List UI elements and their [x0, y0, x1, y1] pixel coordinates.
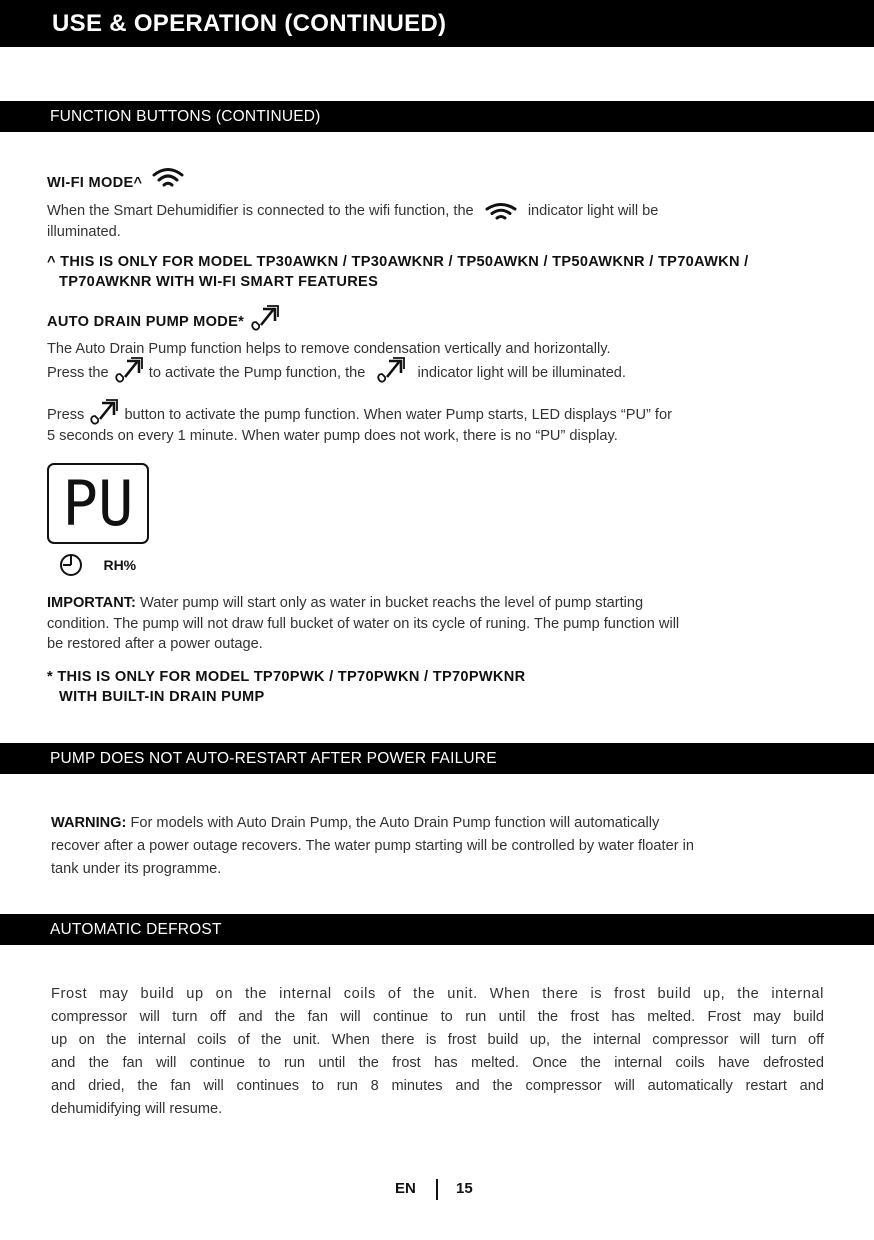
important-line-1: Water pump will start only as water in bucket reachs the level of pump starting [139, 595, 644, 611]
pump-line-3a: Press [47, 406, 85, 423]
pump-note-line-1: * THIS IS ONLY FOR MODEL TP70PWK / TP70PWKN / TP70PWKNR [47, 669, 526, 685]
pump-line-2 [47, 362, 626, 384]
wifi-note [47, 252, 749, 292]
important-label: IMPORTANT: [47, 595, 136, 611]
defrost-line: compressor will turn off and the fan will continue to run until the frost has melted. Frost may build [51, 1009, 824, 1025]
wifi-icon [151, 166, 185, 190]
warning-label: WARNING: [51, 815, 127, 831]
pump-line-2b: to activate the Pump function, the [148, 364, 366, 381]
led-display-text: PU [62, 467, 134, 540]
wifi-heading-row [47, 174, 185, 192]
pump-line-3 [47, 404, 672, 426]
display-indicators [59, 553, 136, 577]
warning-line-2: recover after a power outage recovers. The water pump starting will be controlled by water floater in [51, 838, 694, 854]
pump-note [47, 667, 525, 707]
section-bar-defrost: AUTOMATIC DEFROST [0, 914, 874, 945]
defrost-line: dehumidifying will resume. [51, 1101, 223, 1117]
important-line-2: condition. The pump will not draw full bucket of water on its cycle of runing. The pump function will [47, 615, 680, 632]
defrost-line: and dried, the fan will continues to run 8 minutes and the compressor will automatically restart and [51, 1078, 824, 1094]
pump-icon [113, 356, 145, 384]
section-bar-function-buttons: FUNCTION BUTTONS (CONTINUED) [0, 101, 874, 132]
page-title: USE & OPERATION (CONTINUED) [0, 0, 874, 47]
defrost-line: up on the internal coils of the unit. When there is frost build up, the internal compressor will turn off [51, 1032, 824, 1048]
warning-block [51, 812, 694, 881]
pump-icon [249, 304, 281, 332]
pump-icon [375, 356, 407, 384]
wifi-line-1b: indicator light will be [527, 203, 659, 219]
pump-note-line-2: WITH BUILT-IN DRAIN PUMP [59, 689, 265, 705]
wifi-line-1 [47, 201, 658, 222]
page-number: 15 [456, 1180, 473, 1197]
clock-icon [59, 553, 83, 577]
pump-line-1: The Auto Drain Pump function helps to remove condensation vertically and horizontally. [47, 341, 611, 357]
important-line-3: be restored after a power outage. [47, 636, 263, 652]
defrost-line: and the fan will continue to run until the frost has melted. Once the internal coils have defrosted [51, 1055, 824, 1071]
footer-divider [436, 1179, 438, 1200]
pump-line-4: 5 seconds on every 1 minute. When water pump does not work, there is no “PU” display. [47, 428, 618, 444]
wifi-line-2: illuminated. [47, 224, 121, 240]
pump-line-3b: button to activate the pump function. When water Pump starts, LED displays “PU” for [124, 406, 672, 423]
section-bar-pump-restart: PUMP DOES NOT AUTO-RESTART AFTER POWER FAILURE [0, 743, 874, 774]
wifi-line-1a: When the Smart Dehumidifier is connected to the wifi function, the [47, 203, 474, 219]
defrost-paragraph [51, 983, 824, 1121]
warning-line-1: For models with Auto Drain Pump, the Auto Drain Pump function will automatically [130, 815, 660, 831]
pump-line-2a: Press the [47, 364, 109, 381]
led-display [47, 463, 149, 544]
defrost-line: Frost may build up on the internal coils of the unit. When there is frost build up, the internal [51, 986, 824, 1002]
pump-heading-row [47, 312, 281, 332]
wifi-note-line-1: ^ THIS IS ONLY FOR MODEL TP30AWKN / TP30AWKNR / TP50AWKN / TP50AWKNR / TP70AWKN / [47, 254, 749, 270]
pump-heading: AUTO DRAIN PUMP MODE* [47, 314, 245, 331]
warning-line-3: tank under its programme. [51, 861, 222, 877]
rh-label: RH% [103, 557, 137, 573]
wifi-icon [484, 201, 518, 221]
pump-icon [88, 398, 120, 426]
footer-lang: EN [395, 1180, 416, 1197]
pump-line-2c: indicator light will be illuminated. [417, 364, 626, 381]
wifi-note-line-2: TP70AWKNR WITH WI-FI SMART FEATURES [59, 274, 379, 290]
important-block [47, 593, 827, 655]
wifi-heading: WI-FI MODE^ [47, 175, 143, 191]
